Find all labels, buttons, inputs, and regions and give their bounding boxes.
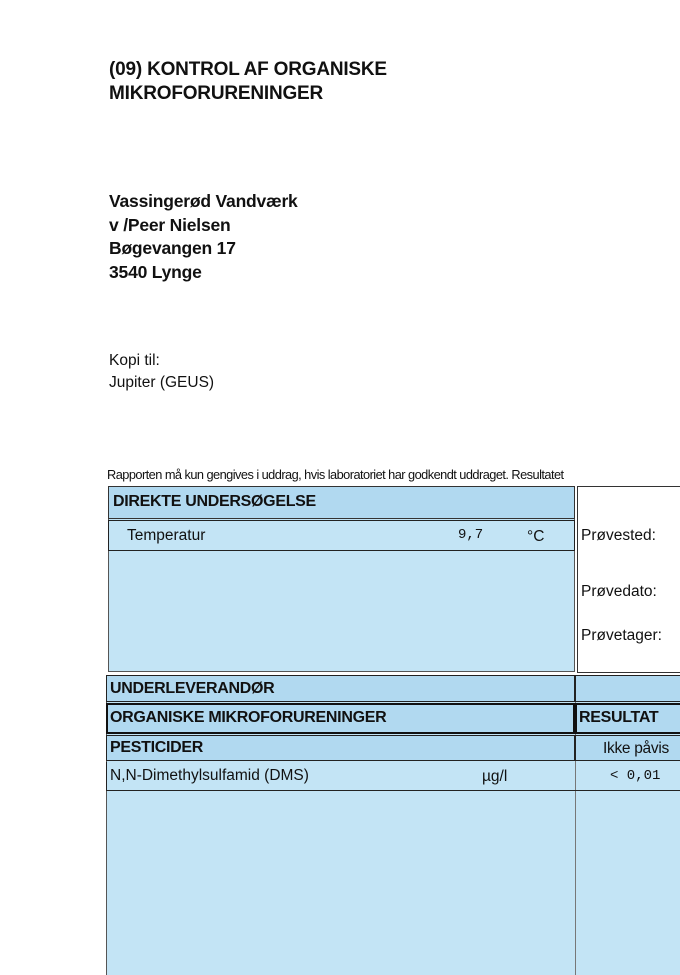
direct-header: DIREKTE UNDERSØGELSE — [113, 493, 316, 510]
report-notice: Rapporten må kun gengives i uddrag, hvis laboratoriet har godkendt uddraget. Resultatet — [107, 467, 564, 482]
pesticides-label: PESTICIDER — [110, 739, 204, 756]
recipient-contact: v /Peer Nielsen — [109, 214, 231, 235]
section-label: ORGANISKE MIKROFORURENINGER — [110, 709, 387, 726]
temperature-label: Temperatur — [127, 527, 206, 544]
temperature-value: 9,7 — [458, 527, 484, 543]
recipient-name: Vassingerød Vandværk — [109, 191, 298, 211]
subcontractor-row-right — [575, 675, 680, 702]
report-title-line2: MIKROFORURENINGER — [109, 83, 324, 104]
recipient-city: 3540 Lynge — [109, 261, 202, 282]
subcontractor-label: UNDERLEVERANDØR — [110, 680, 275, 697]
row-unit: µg/l — [482, 768, 508, 785]
row-value: < 0,01 — [610, 768, 661, 784]
temperature-unit: °C — [527, 528, 545, 545]
row-name: N,N-Dimethylsulfamid (DMS) — [110, 767, 309, 784]
sample-taker-label: Prøvetager: — [581, 627, 662, 644]
copy-to-recipient: Jupiter (GEUS) — [109, 374, 215, 391]
copy-to-label: Kopi til: — [109, 352, 160, 369]
report-title — [109, 58, 387, 106]
recipient-street: Bøgevangen 17 — [109, 238, 236, 258]
sample-date-label: Prøvedato: — [581, 583, 657, 600]
not-detected-label: Ikke påvis — [603, 740, 669, 757]
copy-to — [109, 350, 214, 394]
sample-place-label: Prøvested: — [581, 527, 656, 544]
report-title-line1: (09) KONTROL AF ORGANISKE — [109, 59, 387, 80]
result-header: RESULTAT — [579, 709, 659, 726]
recipient-address — [109, 190, 298, 284]
